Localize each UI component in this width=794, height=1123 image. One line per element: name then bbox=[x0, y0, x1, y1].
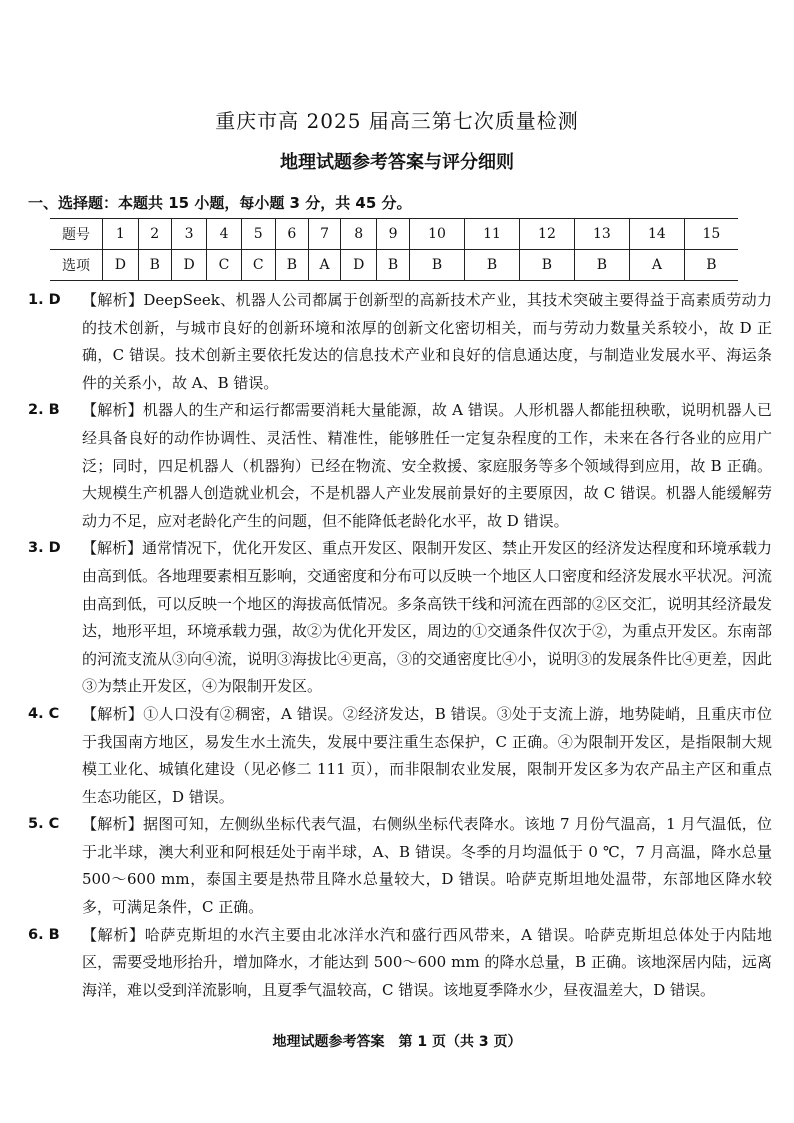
answer-cell: B bbox=[574, 250, 629, 281]
explanation-item bbox=[0, 535, 794, 701]
question-number-cell: 4 bbox=[207, 219, 241, 250]
page-footer: 地理试题参考答案 第 1 页（共 3 页） bbox=[272, 1034, 522, 1050]
explanation-text: 【解析】通常情况下，优化开发区、重点开发区、限制开发区、禁止开发区的经济发达程度和环境承载力由高到低。各地理要素相互影响，交通密度和分布可以反映一个地区人口密度和经济发展水平状况。河流由高到低，可以反映一个地区的海拔高低情况。多条高铁干线和河流在西部的②区交汇，说明其经济最发达，地形平坦，环境承载力强，故②为优化开发区，周边的①交通条件仅次于②，为重点开发区。东南部的河流支流从③向④流，说明③海拔比④更高，③的交通密度比④小，说明③的发展条件比④更差，因此③为禁止开发区，④为限制开发区。 bbox=[82, 539, 773, 696]
explanation-label: 4. C bbox=[28, 705, 60, 722]
answer-cell: D bbox=[103, 250, 139, 281]
explanation-label: 2. B bbox=[28, 402, 60, 419]
answer-cell: B bbox=[465, 250, 520, 281]
row-label-number: 题号 bbox=[50, 219, 103, 250]
answer-cell: C bbox=[241, 250, 275, 281]
answer-cell: B bbox=[275, 250, 308, 281]
question-number-cell: 3 bbox=[171, 219, 207, 250]
explanation-item bbox=[0, 701, 794, 811]
explanation-text: 【解析】据图可知，左侧纵坐标代表气温，右侧纵坐标代表降水。该地 7 月份气温高，1 月气温低，位于北半球，澳大利亚和阿根廷处于南半球，A、B 错误。冬季的月均温低于 0 ℃，7 月高温，降水总量 500～600 mm，泰国主要是热带且降水总量较大，D 错误。哈萨克斯坦地处温带，东部地区降水较多，可满足条件，C 正确。 bbox=[82, 815, 772, 917]
question-number-cell: 1 bbox=[103, 219, 139, 250]
explanation-item bbox=[0, 811, 794, 921]
explanation-item bbox=[0, 287, 794, 397]
answer-table-answer-row bbox=[50, 250, 738, 281]
answer-cell: B bbox=[377, 250, 410, 281]
explanation-label: 3. D bbox=[28, 540, 61, 557]
section-heading: 一、选择题：本题共 15 小题，每小题 3 分，共 45 分。 bbox=[28, 194, 412, 212]
question-number-cell: 8 bbox=[341, 219, 377, 250]
explanation-text: 【解析】机器人的生产和运行都需要消耗大量能源，故 A 错误。人形机器人都能扭秧歌，说明机器人已经具备良好的动作协调性、灵活性、精准性，能够胜任一定复杂程度的工作，未来在各行各业的应用广泛；同时，四足机器人（机器狗）已经在物流、安全救援、家庭服务等多个领域得到应用，故 B 正确。大规模生产机器人创造就业机会，不是机器人产业发展前景好的主要原因，故 C 错误。机器人能缓解劳动力不足，应对老龄化产生的问题，但不能降低老龄化水平，故 D 错误。 bbox=[82, 401, 772, 530]
answer-table-number-row bbox=[50, 219, 738, 250]
explanation-label: 5. C bbox=[28, 816, 60, 833]
question-number-cell: 11 bbox=[465, 219, 520, 250]
question-number-cell: 15 bbox=[684, 219, 738, 250]
answer-cell: A bbox=[308, 250, 340, 281]
document-subtitle: 地理试题参考答案与评分细则 bbox=[280, 152, 514, 173]
explanation-item bbox=[0, 397, 794, 535]
explanation-label: 1. D bbox=[28, 292, 61, 308]
answer-cell: A bbox=[629, 250, 684, 281]
answer-explanations bbox=[0, 287, 794, 1004]
question-number-cell: 6 bbox=[275, 219, 308, 250]
question-number-cell: 10 bbox=[410, 219, 465, 250]
answer-cell: B bbox=[138, 250, 171, 281]
answer-cell: D bbox=[341, 250, 377, 281]
document-title: 重庆市高 2025 届高三第七次质量检测 bbox=[215, 109, 579, 133]
question-number-cell: 7 bbox=[308, 219, 340, 250]
explanation-label: 6. B bbox=[28, 926, 60, 943]
question-number-cell: 9 bbox=[377, 219, 410, 250]
answer-cell: B bbox=[410, 250, 465, 281]
question-number-cell: 14 bbox=[629, 219, 684, 250]
question-number-cell: 12 bbox=[519, 219, 574, 250]
answer-table bbox=[50, 218, 738, 281]
explanation-item bbox=[0, 922, 794, 1005]
answer-cell: B bbox=[684, 250, 738, 281]
explanation-text: 【解析】①人口没有②稠密，A 错误。②经济发达，B 错误。③处于支流上游，地势陡峭，且重庆市位于我国南方地区，易发生水土流失，发展中要注重生态保护，C 正确。④为限制开发区，是指限制大规模工业化、城镇化建设（见必修二 111 页），而非限制农业发展，限制开发区多为农产品主产区和重点生态功能区，D 错误。 bbox=[82, 704, 772, 806]
explanation-text: 【解析】DeepSeek、机器人公司都属于创新型的高新技术产业，其技术突破主要得益于高素质劳动力的技术创新，与城市良好的创新环境和浓厚的创新文化密切相关，而与劳动力数量关系较小，故 D 正确，C 错误。技术创新主要依托发达的信息技术产业和良好的信息通达度，与制造业发展水平、海运条件的关系小，故 A、B 错误。 bbox=[82, 291, 772, 392]
question-number-cell: 13 bbox=[574, 219, 629, 250]
answer-cell: C bbox=[207, 250, 241, 281]
answer-cell: D bbox=[171, 250, 207, 281]
question-number-cell: 2 bbox=[138, 219, 171, 250]
explanation-text: 【解析】哈萨克斯坦的水汽主要由北冰洋水汽和盛行西风带来，A 错误。哈萨克斯坦总体处于内陆地区，需要受地形抬升，增加降水，才能达到 500～600 mm 的降水总量，B 正确。该地深居内陆，远离海洋，难以受到洋流影响，且夏季气温较高，C 错误。该地夏季降水少，昼夜温差大，D 错误。 bbox=[82, 925, 772, 999]
answer-cell: B bbox=[519, 250, 574, 281]
question-number-cell: 5 bbox=[241, 219, 275, 250]
row-label-answer: 选项 bbox=[62, 258, 90, 274]
